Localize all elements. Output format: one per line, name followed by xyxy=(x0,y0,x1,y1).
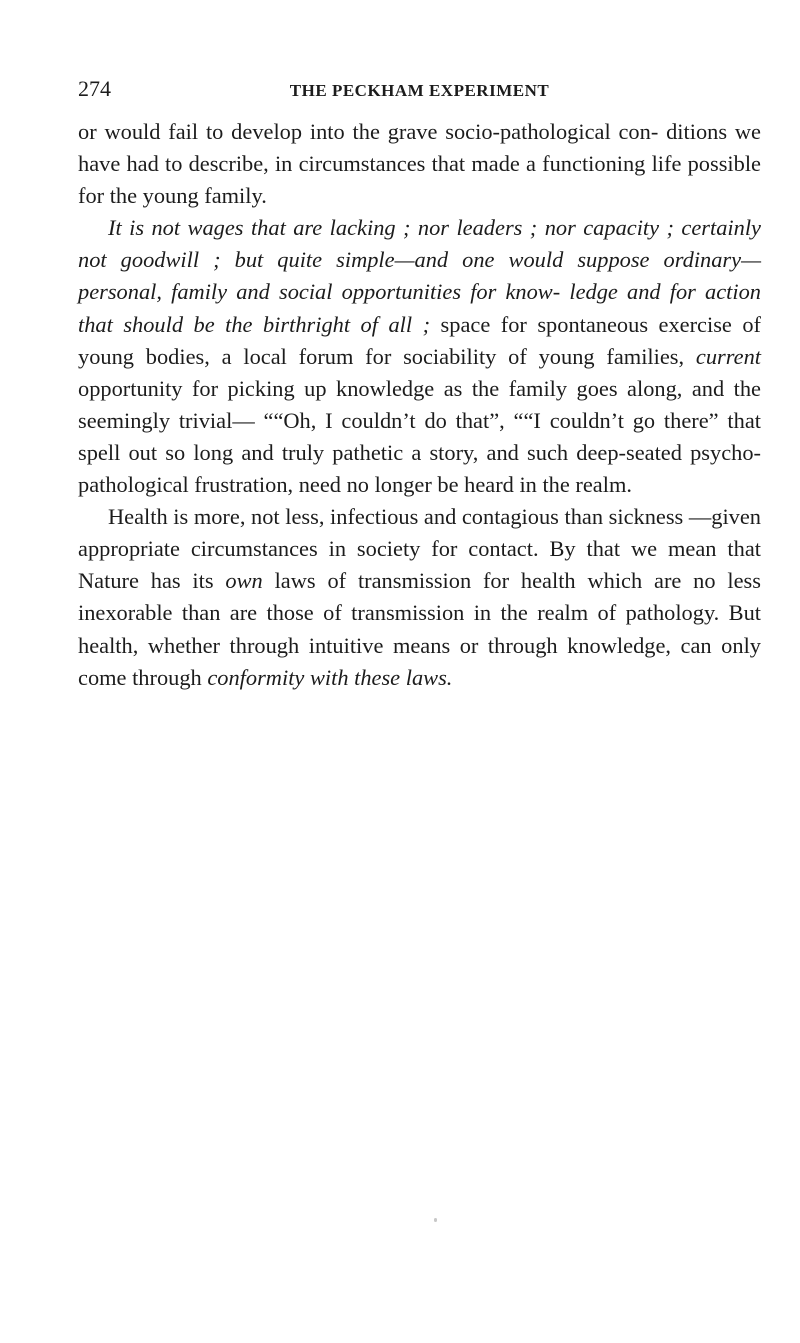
body-text xyxy=(78,116,761,694)
paragraph-1 xyxy=(78,116,761,212)
paragraph-3-roman-b: laws of transmission for health which are no less inexorable than are those of transmission in the realm of pathology. But health, whether through intuitive means or through knowledge, can only come through xyxy=(78,568,761,690)
page-header xyxy=(78,76,761,110)
page-number: 274 xyxy=(78,76,111,101)
paragraph-2-italic-a: It is not wages that are lacking ; nor leaders ; nor capacity ; certainly not goodwill ; but quite simple—and one would suppose ordinary—personal, family and social opportunities for know- ledge and for action that should be the birthright of all ; xyxy=(78,215,761,337)
paragraph-3-italic-a: own xyxy=(225,568,263,594)
paragraph-1-text: or would fail to develop into the grave socio-pathological con- ditions we have had to describe, in circumstances that made a functioning life possible for the young family. xyxy=(78,119,761,209)
book-page xyxy=(78,76,761,694)
running-head: THE PECKHAM EXPERIMENT xyxy=(289,81,550,100)
paragraph-2-italic-b: current xyxy=(695,343,761,369)
paragraph-3-roman-a: Health is more, not less, infectious and contagious than sickness —given appropriate circumstances in society for contact. By that we mean that Nature has its xyxy=(78,504,761,594)
paragraph-2-roman-a: space for spontaneous exercise of young bodies, a local forum for sociability of young families, xyxy=(78,311,761,369)
paragraph-3 xyxy=(78,501,761,694)
paragraph-2-roman-b: opportunity for picking up knowledge as the family goes along, and the seemingly trivial— ““Oh, I couldn’t do that”, ““I couldn’t go there” that spell out so long and truly pathetic a story, and such deep-seated psycho- pathological frustration, need no longer be heard in the realm. xyxy=(78,375,761,498)
paragraph-2 xyxy=(78,212,761,501)
paragraph-3-italic-b: conformity with these laws. xyxy=(207,664,453,690)
paper-speck xyxy=(434,1218,437,1222)
